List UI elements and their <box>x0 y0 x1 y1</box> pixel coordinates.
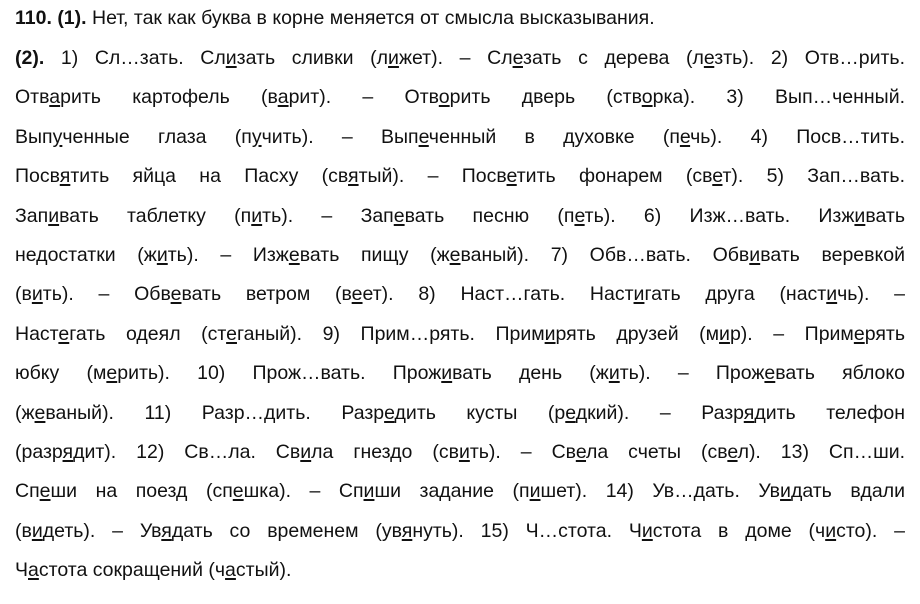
underlined-letter: у <box>52 125 63 148</box>
underlined-letter: а <box>49 86 61 109</box>
underlined-letter: е <box>853 322 865 345</box>
underlined-letter: я <box>62 441 74 463</box>
underlined-letter: е <box>393 204 405 227</box>
underlined-letter: е <box>764 362 776 385</box>
text-line: Спеши на поезд (спешка). – Спиши задание (пишет). 14) Ув…дать. Увидать вдали <box>15 480 905 503</box>
underlined-letter: и <box>633 283 645 306</box>
part1-line <box>15 6 905 30</box>
underlined-letter: и <box>300 441 312 463</box>
underlined-letter: и <box>48 204 60 227</box>
text-line: недостатки (жить). – Изжевать пищу (жеваный). 7) Обв…вать. Обвивать веревкой <box>15 244 905 266</box>
underlined-letter: е <box>506 165 517 188</box>
part1-label: (1). <box>57 7 87 29</box>
underlined-letter: и <box>719 322 730 345</box>
underlined-letter: и <box>156 244 168 266</box>
underlined-letter: и <box>529 480 541 503</box>
underlined-letter: а <box>225 559 236 582</box>
text-line: Отварить картофель (варит). – Отворить дверь (створка). 3) Вып…ченный. <box>15 86 906 109</box>
text-line: Запивать таблетку (пить). – Запевать песню (петь). 6) Изж…вать. Изживать <box>15 204 905 227</box>
underlined-letter: е <box>703 47 715 69</box>
underlined-letter: и <box>780 480 791 503</box>
underlined-letter: а <box>28 559 39 582</box>
underlined-letter: я <box>59 165 71 188</box>
underlined-letter: о <box>641 86 653 109</box>
underlined-letter: е <box>449 244 461 266</box>
underlined-letter: е <box>351 283 363 306</box>
underlined-letter: е <box>574 204 585 227</box>
text-line: Настегать одеял (стеганый). 9) Прим…рять. Примирять друзей (мир). – Примерять <box>15 322 905 345</box>
underlined-letter: е <box>384 401 395 424</box>
underlined-letter: и <box>363 480 375 503</box>
text-line: Частота сокращений (частый). <box>15 559 292 582</box>
text-line: (разрядит). 12) Св…ла. Свила гнездо (свить). – Свела счеты (свел). 13) Сп…ши. <box>15 441 906 463</box>
task-number: 110. <box>15 7 52 29</box>
text-line: (вить). – Обвевать ветром (веет). 8) Наст…гать. Настигать друга (настичь). – <box>15 283 905 306</box>
underlined-letter: е <box>512 47 523 69</box>
text-line: (видеть). – Увядать со временем (увянуть). 15) Ч…стота. Чистота в доме (чисто). – <box>15 519 905 542</box>
underlined-letter: е <box>106 362 118 385</box>
underlined-letter: я <box>401 519 413 542</box>
underlined-letter: и <box>388 47 399 69</box>
underlined-letter: я <box>348 165 359 188</box>
underlined-letter: е <box>712 165 723 188</box>
underlined-letter: е <box>418 125 429 148</box>
underlined-letter: е <box>170 283 182 306</box>
underlined-letter: и <box>854 204 866 227</box>
text-line: (жеваный). 11) Разр…дить. Разредить кусты (редкий). – Разрядить телефон <box>15 401 906 424</box>
underlined-letter: е <box>727 441 738 463</box>
underlined-letter: е <box>575 441 587 463</box>
text-line: юбку (мерить). 10) Прож…вать. Проживать день (жить). – Прожевать яблоко <box>15 362 905 385</box>
underlined-letter: е <box>58 322 70 345</box>
underlined-letter: и <box>251 204 263 227</box>
underlined-letter: и <box>31 519 43 542</box>
part2-label: (2). <box>15 47 45 69</box>
underlined-letter: и <box>826 283 838 306</box>
underlined-letter: е <box>565 401 576 424</box>
underlined-letter: е <box>232 480 244 503</box>
underlined-letter: я <box>743 401 755 424</box>
underlined-letter: е <box>288 244 300 266</box>
underlined-letter: е <box>39 480 51 503</box>
underlined-letter: е <box>226 322 237 345</box>
underlined-letter: и <box>441 362 453 385</box>
underlined-letter: и <box>749 244 761 266</box>
underlined-letter: у <box>251 125 262 148</box>
underlined-letter: е <box>679 125 691 148</box>
underlined-letter: и <box>608 362 620 385</box>
underlined-letter: а <box>277 86 289 109</box>
text-line: Посвятить яйца на Пасху (святый). – Посветить фонарем (свет). 5) Зап…вать. <box>15 165 906 188</box>
underlined-letter: е <box>34 401 46 424</box>
underlined-letter: и <box>825 519 837 542</box>
underlined-letter: я <box>161 519 172 542</box>
underlined-letter: и <box>458 441 470 463</box>
text-line: (2). 1) Сл…зать. Слизать сливки (лижет). – Слезать с дерева (лезть). 2) Отв…рить. <box>15 47 905 69</box>
underlined-letter: и <box>544 322 556 345</box>
underlined-letter: и <box>31 283 43 306</box>
underlined-letter: и <box>225 47 237 69</box>
underlined-letter: и <box>641 519 653 542</box>
underlined-letter: о <box>438 86 450 109</box>
text-line: Выпученные глаза (пучить). – Выпеченный в духовке (печь). 4) Посв…тить. <box>15 125 906 148</box>
part1-text: Нет, так как буква в корне меняется от смысла высказывания. <box>91 7 655 29</box>
